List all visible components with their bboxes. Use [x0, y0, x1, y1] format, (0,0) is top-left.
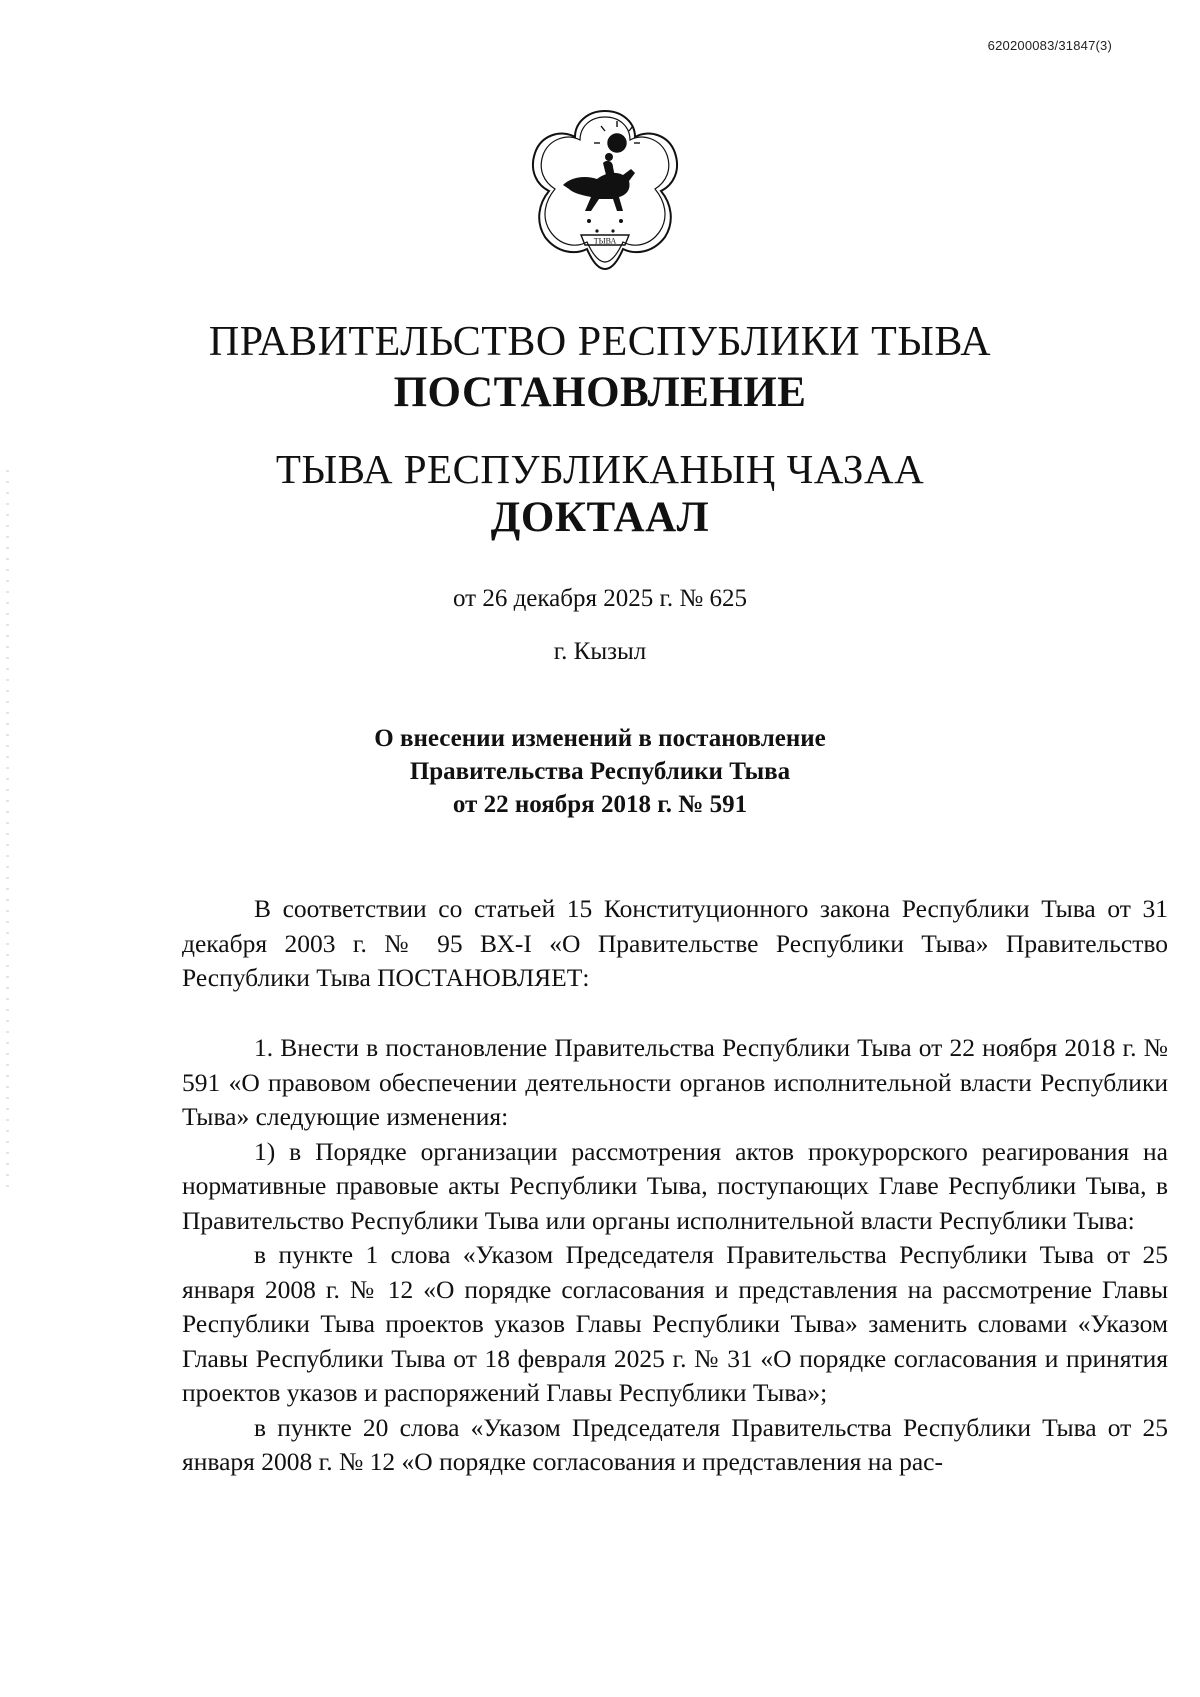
- decree-title-tyv: ДОКТААЛ: [490, 494, 710, 541]
- scan-artifacts: [6, 470, 9, 1190]
- item-1-subitem-1-paragraph: 1) в Порядке организации рассмотрения актов прокурорского реагирования на нормативные правовые акты Республики Тыва, поступающих Главе Республики Тыва, в Правительство Республики Тыва или органы исполнительной власти Республики Тыва:: [182, 1136, 1168, 1235]
- preamble-paragraph: В соответствии со статьей 15 Конституционного закона Республики Тыва от 31 декабря 2003 г. № 95 ВХ-I «О Правительстве Республики Тыва» Правительство Республики Тыва ПОСТАНОВЛЯЕТ:: [182, 894, 1168, 992]
- decree-city: г. Кызыл: [553, 638, 647, 665]
- item-1-paragraph: 1. Внести в постановление Правительства Республики Тыва от 22 ноября 2018 г. № 591 «О правовом обеспечении деятельности органов исполнительной власти Республики Тыва» следующие изменения:: [182, 1033, 1168, 1131]
- emblem-ribbon-text: ТЫВА: [593, 236, 617, 246]
- coat-of-arms-tuva-icon: [519, 103, 691, 275]
- government-title-ru: ПРАВИТЕЛЬСТВО РЕСПУБЛИКИ ТЫВА: [208, 319, 992, 365]
- decree-title-ru: ПОСТАНОВЛЕНИЕ: [393, 369, 807, 416]
- preamble: [182, 892, 1168, 996]
- subject-line-2: Правительства Республики Тыва: [409, 758, 791, 785]
- decree-body: [182, 1031, 1168, 1480]
- government-title-tyv: ТЫВА РЕСПУБЛИКАНЫҢ ЧАЗАА: [275, 446, 925, 492]
- point-20-paragraph: в пункте 20 слова «Указом Председателя Правительства Республики Тыва от 25 января 2008 г. № 12 «О порядке согласования и представления на рас-: [182, 1412, 1168, 1476]
- subject-line-3: от 22 ноября 2018 г. № 591: [452, 791, 748, 818]
- decree-subject: [0, 722, 1200, 821]
- point-1-paragraph: в пункте 1 слова «Указом Председателя Правительства Республики Тыва от 25 января 2008 г. № 12 «О порядке согласования и представления на рассмотрение Главы Республики Тыва проектов указов Главы Республики Тыва» заменить словами «Указом Главы Республики Тыва от 18 февраля 2025 г. № 31 «О порядке согласования и принятия проектов указов и распоряжений Главы Республики Тыва»;: [182, 1240, 1168, 1407]
- subject-line-1: О внесении изменений в постановление: [374, 725, 826, 752]
- document-registration-number: 620200083/31847(3): [987, 38, 1112, 53]
- decree-date-number: от 26 декабря 2025 г. № 625: [452, 585, 748, 612]
